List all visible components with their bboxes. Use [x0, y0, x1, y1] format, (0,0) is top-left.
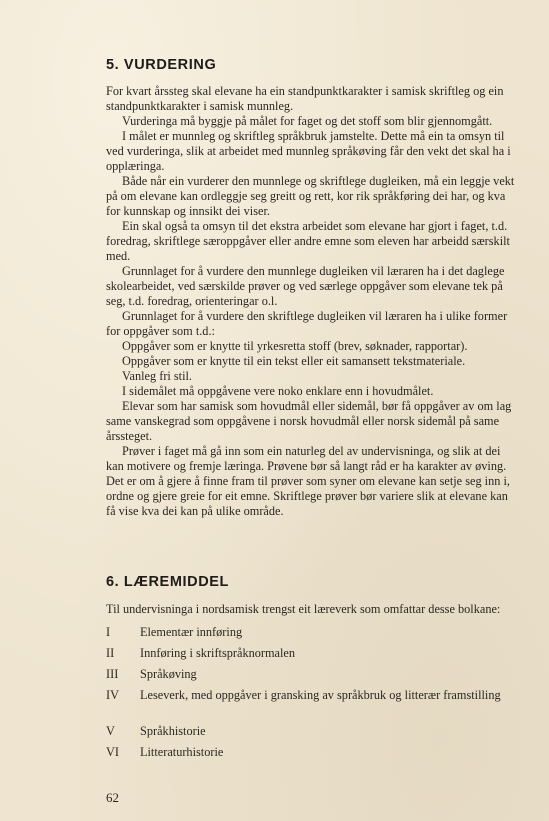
task-item: Oppgåver som er knytte til yrkesretta stoff (brev, søknader, rapportar). [122, 339, 468, 353]
paragraph: For kvart årssteg skal elevane ha ein standpunktkarakter i samisk skriftleg og ein standpunktkarakter i samisk munnleg. [106, 84, 504, 113]
list-item-text: Språkøving [140, 667, 197, 681]
task-item: Oppgåver som er knytte til ein tekst eller eit samansett tekstmateriale. [122, 354, 466, 368]
list-item [106, 745, 520, 760]
paragraph: Vurderinga må byggje på målet for faget og det stoff som blir gjennomgått. [122, 114, 493, 128]
paragraph: I sidemålet må oppgåvene vere noko enklare enn i hovudmålet. [122, 384, 434, 398]
list-item [106, 646, 520, 661]
intro-paragraph: Til undervisninga i nordsamisk trengst eit læreverk som omfattar desse bolkane: [106, 602, 501, 616]
list-item [106, 688, 520, 718]
section-body-vurdering [106, 84, 520, 519]
list-item-text: Leseverk, med oppgåver i gransking av språkbruk og litterær framstilling [140, 688, 501, 702]
list-item-text: Innføring i skriftspråknormalen [140, 646, 296, 660]
section-body-laeremiddel [106, 602, 520, 760]
list-item-number: VI [106, 745, 119, 759]
paragraph: Grunnlaget for å vurdere den munnlege dugleiken vil læraren ha i det daglege skolearbeidet, ved særskilde prøver og ved særlege oppgåver som elevane tek på seg, t.d. foredrag, orienteringar o.l. [106, 264, 505, 308]
paragraph: Prøver i faget må gå inn som ein naturleg del av undervisninga, og slik at dei kan motivere og fremje læringa. Prøvene bør så langt råd er ha karakter av øving. Det er om å gjere å finne fram til prøver som syner om elevane kan setje seg inn i, ordne og gjere greie for eit emne. Skriftlege prøver bør variere slik at elevane kan få vise kva dei kan på ulike område. [106, 444, 510, 518]
list-item-number: IV [106, 688, 119, 702]
paragraph: Både når ein vurderer den munnlege og skriftlege dugleiken, må ein leggje vekt på om elevane kan ordleggje seg greitt og rett, kor rik språkføring dei har, og kva for kunnskap og innsikt dei viser. [106, 174, 515, 218]
page-number: 62 [106, 790, 119, 805]
paragraph: I målet er munnleg og skriftleg språkbruk jamstelte. Dette må ein ta omsyn til ved vurderinga, slik at arbeidet med munnleg språkøving får den vekt det skal ha i opplæringa. [106, 129, 511, 173]
task-item: Vanleg fri stil. [122, 369, 193, 383]
paragraph: Ein skal også ta omsyn til det ekstra arbeidet som elevane har gjort i faget, t.d. foredrag, skriftlege særoppgåver eller andre emne som eleven har arbeidd særskilt med. [106, 219, 510, 263]
list-item-text: Litteraturhistorie [140, 745, 224, 759]
section-heading-laeremiddel: 6. LÆREMIDDEL [106, 574, 229, 590]
list-item-number: II [106, 646, 115, 660]
list-item-number: V [106, 724, 115, 738]
list-item [106, 724, 520, 739]
list-item-text: Elementær innføring [140, 625, 243, 639]
paragraph: Grunnlaget for å vurdere den skriftlege dugleiken vil læraren ha i ulike former for oppgåver som t.d.: [106, 309, 508, 338]
list-item-number: I [106, 625, 111, 639]
list-item [106, 667, 520, 682]
section-heading-vurdering: 5. VURDERING [106, 57, 217, 73]
list-item-number: III [106, 667, 119, 681]
list-item-text: Språkhistorie [140, 724, 206, 738]
paragraph: Elevar som har samisk som hovudmål eller sidemål, bør få oppgåver av om lag same vanskegrad som oppgåvene i norsk hovudmål eller norsk sidemål på same årssteget. [106, 399, 512, 443]
list-item [106, 625, 520, 640]
